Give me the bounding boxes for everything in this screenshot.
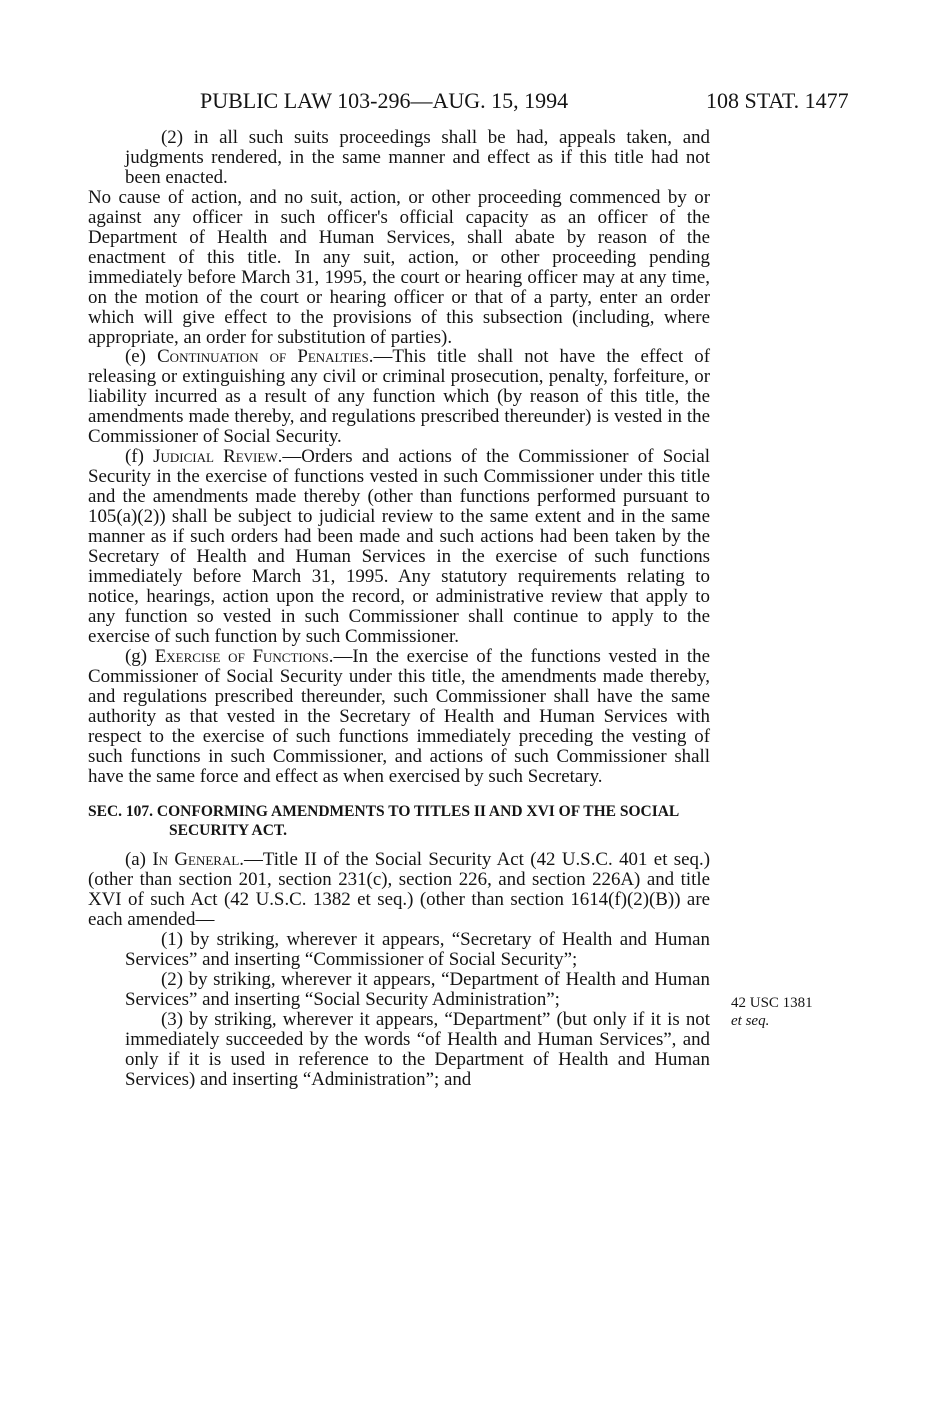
statute-text [88,128,710,1090]
subsection-g-text: —In the exercise of the functions vested in the Commissioner of Social Security under this title, the amendments made thereby, and regulations prescribed thereunder, such Commissioner shall have the same authority as that vested in the Secretary of Health and Human Services with respect to the exercise of such functions immediately preceding the vesting of such functions in such Commissioner, and actions of such Commissioner shall have the same force and effect as when exercised by such Secretary. [88,645,710,787]
subsection-e [88,347,710,447]
margin-citation [731,994,851,1030]
subsection-f-heading: Judicial Review. [153,446,283,468]
paragraph-a-2: (2) by striking, wherever it appears, “Department of Health and Human Services” and inserting “Social Security Administration”; [125,969,710,1011]
paragraph-a-1: (1) by striking, wherever it appears, “Secretary of Health and Human Services” and inserting “Commissioner of Social Security”; [125,929,710,971]
section-107-heading: SEC. 107. CONFORMING AMENDMENTS TO TITLES II AND XVI OF THE SOCIAL SECURITY ACT. [88,803,679,840]
subsection-a-heading: In General. [152,849,245,871]
subsection-a-label: (a) [125,849,153,871]
subsection-e-label: (e) [125,346,158,368]
subsection-e-heading: Continuation of Penalties. [157,346,374,368]
paragraph-2: (2) in all such suits proceedings shall be had, appeals taken, and judgments rendered, in the same manner and effect as if this title had not been enacted. [125,127,710,188]
subsection-a [88,850,710,930]
subsection-g-heading: Exercise of Functions. [154,645,334,667]
paragraph-a-3: (3) by striking, wherever it appears, “Department” (but only if it is not immediately succeeded by the words “of Health and Human Services”, and only if it is used in reference to the Department of Health and Human Services) and inserting “Administration”; and [125,1009,710,1090]
running-head-title: PUBLIC LAW 103-296—AUG. 15, 1994 [200,88,569,113]
subsection-f-text: —Orders and actions of the Commissioner of Social Security in the exercise of functions vested in such Commissioner under this title and the amendments made thereby (other than functions performed pursuant to 105(a)(2)) shall be subject to judicial review to the same extent and in the same manner as if such orders had been made and such actions had been taken by the Secretary of Health and Human Services in the exercise of such functions immediately before March 31, 1995. Any statutory requirements relating to notice, hearings, action upon the record, or administrative review that apply to any function so vested in such Commissioner shall continue to apply to the exercise of such function by such Commissioner. [88,446,710,647]
margin-citation-usc: 42 USC 1381 [731,995,813,1011]
margin-citation-et-seq: et seq. [731,1013,770,1029]
subsection-g-label: (g) [125,645,155,667]
statute-page-number: 108 STAT. 1477 [706,88,849,113]
page-header [0,88,948,118]
subsection-g [88,647,710,787]
subsection-f [88,447,710,647]
no-cause-paragraph: No cause of action, and no suit, action, or other proceeding commenced by or against any officer in such officer's official capacity as an officer of the Department of Health and Human Services, shall abate by reason of the enactment of this title. In any suit, action, or other proceeding pending immediately before March 31, 1995, the court or hearing officer may at any time, on the motion of the court or hearing officer or that of a party, enter an order which will give effect to the provisions of this subsection (including, where appropriate, an order for substitution of parties). [88,186,710,348]
subsection-f-label: (f) [125,446,154,468]
subsection-a-text: —Title II of the Social Security Act (42 U.S.C. 401 et seq.) (other than section 201, section 231(c), section 226, and section 226A) and title XVI of such Act (42 U.S.C. 1382 et seq.) (other than section 1614(f)(2)(B)) are each amended— [88,849,710,931]
subsection-e-text: —This title shall not have the effect of releasing or extinguishing any civil or criminal prosecution, penalty, forfeiture, or liability incurred as a result of any function which (by reason of this title, the amendments made thereby, and regulations prescribed thereunder) is vested in the Commissioner of Social Security. [88,346,710,448]
